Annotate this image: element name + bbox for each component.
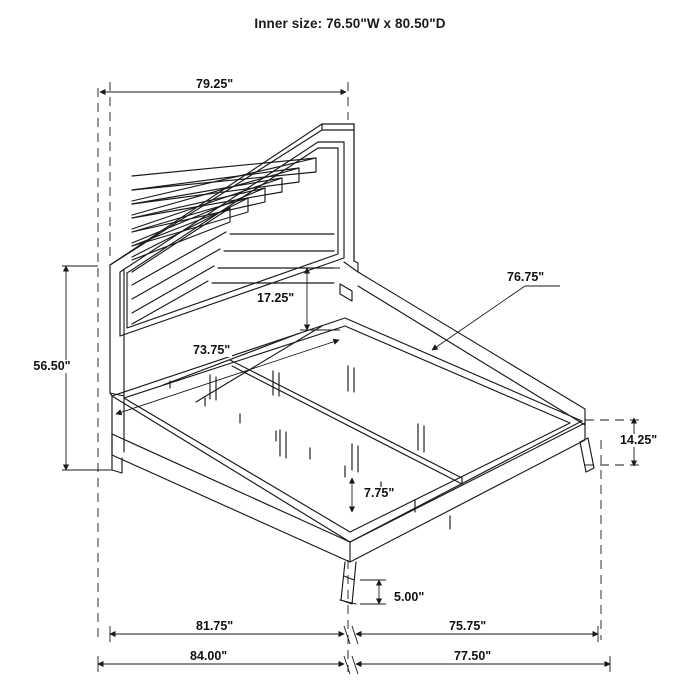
dim-label-rail-height: 14.25" [620, 433, 658, 447]
dim-label-panel-height: 17.25" [257, 291, 295, 305]
dim-label-headboard-width: 79.25" [196, 77, 234, 91]
dim-label-front-right-span: 75.75" [449, 619, 487, 633]
dim-label-bottom-right-span: 77.50" [454, 649, 492, 663]
dim-label-deck-diagonal: 76.75" [507, 270, 545, 284]
page-title: Inner size: 76.50"W x 80.50"D [254, 16, 446, 31]
dim-label-leg-height: 5.00" [394, 590, 425, 604]
bed-outline [110, 124, 594, 604]
dim-label-overall-height: 56.50" [10, 360, 94, 373]
dim-label-bottom-left-span: 84.00" [190, 649, 228, 663]
dimension-lines [62, 82, 640, 674]
dim-label-front-left-span: 81.75" [196, 619, 234, 633]
dim-label-rail-length: 73.75" [193, 343, 231, 357]
dim-label-slat-height: 7.75" [364, 486, 395, 500]
